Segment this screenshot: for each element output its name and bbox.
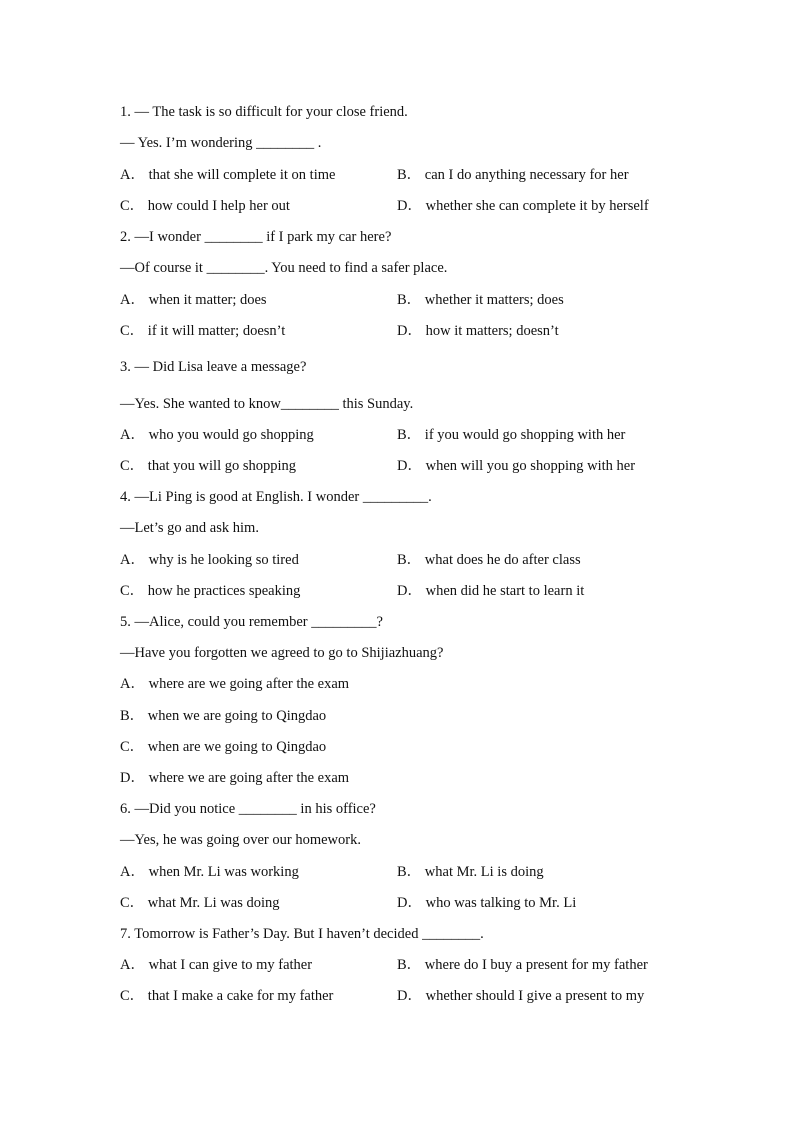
question-6-option-c: C． what Mr. Li was doing [120,895,280,911]
question-2-option-d: D． how it matters; doesn’t [397,323,559,339]
question-4-reply: —Let’s go and ask him. [120,520,259,536]
question-7-option-d: D． whether should I give a present to my [397,988,645,1004]
question-6-stem: 6. —Did you notice ________ in his office? [120,801,376,817]
question-4-option-d: D． when did he start to learn it [397,583,585,599]
question-3-option-a: A． who you would go shopping [120,427,314,443]
question-3-reply: —Yes. She wanted to know________ this Sunday. [120,396,414,412]
question-4-option-a: A． why is he looking so tired [120,552,299,568]
question-7-option-b: B． where do I buy a present for my father [397,957,648,973]
question-5-option-c: C． when are we going to Qingdao [120,739,327,755]
question-2-option-a: A． when it matter; does [120,292,267,308]
question-3-option-c: C． that you will go shopping [120,458,297,474]
question-6-option-b: B． what Mr. Li is doing [397,864,544,880]
question-1-stem: 1. — The task is so difficult for your close friend. [120,104,408,120]
question-5-option-a: A． where are we going after the exam [120,676,350,692]
question-3-stem: 3. — Did Lisa leave a message? [120,359,307,375]
question-7-stem: 7. Tomorrow is Father’s Day. But I haven’t decided ________. [120,926,484,942]
question-6-option-d: D． who was talking to Mr. Li [397,895,577,911]
question-4-stem: 4. —Li Ping is good at English. I wonder _________. [120,489,432,505]
question-5-option-b: B． when we are going to Qingdao [120,708,327,724]
question-2-option-b: B． whether it matters; does [397,292,564,308]
question-6-reply: —Yes, he was going over our homework. [120,832,361,848]
question-1-option-d: D． whether she can complete it by herself [397,198,649,214]
question-7-option-a: A． what I can give to my father [120,957,313,973]
question-3-option-d: D． when will you go shopping with her [397,458,636,474]
question-4-option-c: C． how he practices speaking [120,583,301,599]
question-1-option-b: B． can I do anything necessary for her [397,167,629,183]
question-5-reply: —Have you forgotten we agreed to go to Shijiazhuang? [120,645,444,661]
question-2-stem: 2. —I wonder ________ if I park my car here? [120,229,392,245]
question-3-option-b: B． if you would go shopping with her [397,427,626,443]
question-5-option-d: D． where we are going after the exam [120,770,350,786]
question-2-reply: —Of course it ________. You need to find a safer place. [120,260,448,276]
question-4-option-b: B． what does he do after class [397,552,581,568]
question-6-option-a: A． when Mr. Li was working [120,864,299,880]
question-1-option-a: A． that she will complete it on time [120,167,336,183]
question-1-option-c: C． how could I help her out [120,198,290,214]
question-5-stem: 5. —Alice, could you remember _________? [120,614,383,630]
question-7-option-c: C． that I make a cake for my father [120,988,334,1004]
question-2-option-c: C． if it will matter; doesn’t [120,323,286,339]
question-1-reply: — Yes. I’m wondering ________ . [120,135,322,151]
